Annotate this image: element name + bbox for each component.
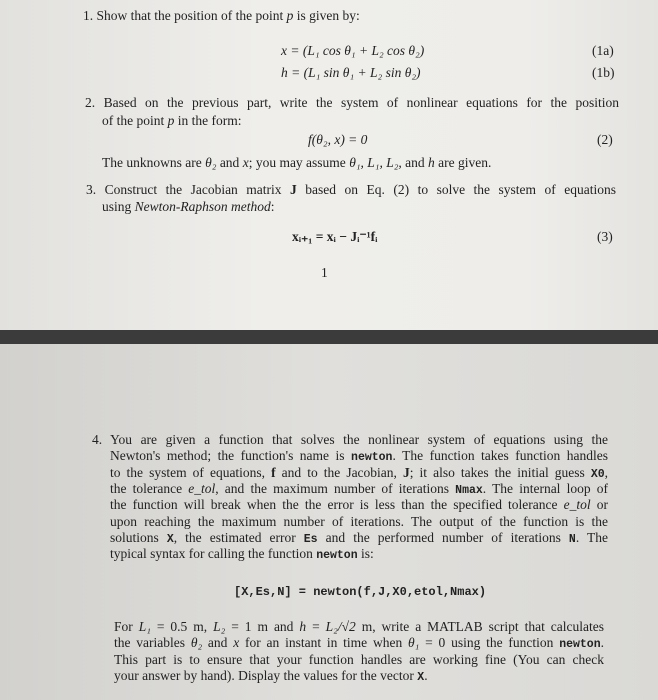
text-segment: f (271, 464, 276, 480)
text-segment: . (600, 635, 604, 651)
page-gap (0, 330, 658, 344)
text-segment: L₂ (213, 619, 226, 634)
text-segment: is given by: (293, 8, 360, 23)
text-segment: h (428, 155, 435, 170)
text-segment: and (216, 155, 243, 170)
text-segment: newton (559, 638, 601, 652)
equation-2: f(θ₂, x) = 0 (308, 132, 368, 147)
text-segment: e_tol (563, 497, 591, 513)
text-segment: or (590, 497, 608, 513)
equation-3: xᵢ₊₁ = xᵢ − Jᵢ⁻¹fᵢ (292, 229, 378, 244)
text-segment: upon reaching the maximum number of iterations. The output of the function is the (110, 513, 608, 529)
text-segment: the function will break when the the error is less than the specified tolerance (110, 497, 564, 513)
text-segment: 3. Construct the Jacobian matrix (86, 182, 291, 197)
text-segment: For (114, 619, 139, 634)
equation-2-label: (2) (597, 132, 613, 147)
text-segment: and to the Jacobian, (275, 464, 403, 480)
text-segment: , and the maximum number of iterations (215, 480, 456, 496)
q4-line (114, 619, 604, 635)
text-segment: = (306, 619, 326, 634)
text-segment: and the performed number of iterations (317, 529, 569, 545)
text-segment: 2. Based on the previous part, write the system of nonlinear equations for the position (85, 95, 619, 110)
q4-line (110, 481, 608, 499)
text-segment: J (290, 182, 297, 197)
text-segment: newton (351, 451, 393, 465)
text-segment: θ₁ (408, 635, 420, 651)
q2-line-1 (85, 95, 619, 111)
text-segment: p (167, 113, 175, 128)
text-segment: This part is to ensure that your function handles are working fine (You can check (114, 651, 604, 667)
text-segment: h (299, 619, 307, 634)
text-segment: your answer by hand). Display the values for the vector (114, 667, 418, 683)
text-segment: in the form: (174, 113, 242, 128)
equation-3-label: (3) (597, 229, 613, 244)
q2-line-3 (102, 155, 491, 171)
q3-line-1 (86, 182, 616, 198)
text-segment: for an instant in time when (239, 635, 409, 651)
text-segment: , the estimated error (173, 529, 304, 545)
text-segment: X (417, 670, 425, 684)
q3-line-2 (102, 199, 275, 215)
text-segment: 1. Show that the position of the point (83, 8, 287, 23)
text-segment: and (202, 635, 234, 651)
equation-1b-label: (1b) (592, 65, 615, 80)
text-segment: The unknowns are (102, 155, 206, 170)
text-segment: e_tol (188, 480, 216, 496)
q4-line (110, 546, 374, 564)
text-segment: the tolerance (110, 480, 189, 496)
q4-line (110, 465, 608, 483)
text-segment: : (270, 199, 275, 214)
text-segment: Newton-Raphson method (134, 199, 271, 214)
text-segment: using (102, 199, 135, 214)
text-segment: ; you may assume (248, 155, 350, 170)
q4-line (114, 668, 428, 686)
text-segment: is: (357, 546, 374, 562)
q4-line (114, 652, 604, 668)
text-segment: are given. (434, 155, 492, 170)
text-segment: = 0.5 m, (150, 619, 214, 634)
text-segment: of the point (102, 113, 168, 128)
text-segment: J (402, 464, 410, 480)
text-segment: = 0 using the function (419, 635, 560, 651)
text-segment: θ₂ (205, 155, 217, 170)
text-segment: . (424, 667, 428, 683)
q4-line (92, 432, 608, 448)
text-segment: based on Eq. (2) to solve the system of equations (296, 182, 616, 197)
code-snippet: [X,Es,N] = newton(f,J,X0,etol,Nmax) (234, 585, 487, 599)
text-segment: L₂/√2 (325, 619, 356, 634)
text-segment: newton (316, 549, 358, 563)
q1-text (83, 8, 360, 24)
q4-line (110, 497, 608, 513)
text-segment: ; it also takes the initial guess (409, 464, 591, 480)
text-segment: L₁ (138, 619, 151, 634)
text-segment: . The internal loop of (482, 480, 608, 496)
text-segment: p (286, 8, 294, 23)
page-number: 1 (321, 265, 328, 280)
text-segment: . The function takes function handles (392, 448, 609, 464)
text-segment: θ₂ (190, 635, 203, 651)
q4-line (110, 448, 608, 466)
text-segment: x (233, 635, 240, 651)
text-segment: solutions (110, 529, 167, 545)
q4-line (114, 635, 604, 653)
q4-line (110, 514, 608, 530)
equation-1b: h = (L₁ sin θ₁ + L₂ sin θ₂) (281, 65, 421, 80)
text-segment: x (242, 155, 249, 170)
q2-line-2 (102, 113, 242, 129)
text-segment: N (568, 532, 576, 546)
text-segment: Nmax (455, 483, 483, 497)
q4-line (110, 530, 608, 548)
text-segment: Es (303, 532, 318, 546)
text-segment: = 1 m and (225, 619, 300, 634)
text-segment: θ₁, L₁, L₂, (349, 155, 402, 170)
text-segment: , (604, 464, 609, 480)
text-segment: m, write a MATLAB script that calculates (355, 619, 604, 634)
text-segment: typical syntax for calling the function (110, 546, 317, 562)
text-segment: Newton's method; the function's name is (110, 448, 352, 464)
text-segment: . The (575, 529, 608, 545)
text-segment: to the system of equations, (110, 464, 272, 480)
text-segment: X (166, 532, 174, 546)
text-segment: 4. You are given a function that solves the nonlinear system of equations using the (92, 432, 608, 447)
text-segment: and (401, 155, 429, 170)
text-segment: X0 (590, 467, 605, 481)
text-segment: the variables (114, 635, 191, 651)
equation-1a: x = (L₁ cos θ₁ + L₂ cos θ₂) (281, 43, 425, 58)
equation-1a-label: (1a) (592, 43, 614, 58)
